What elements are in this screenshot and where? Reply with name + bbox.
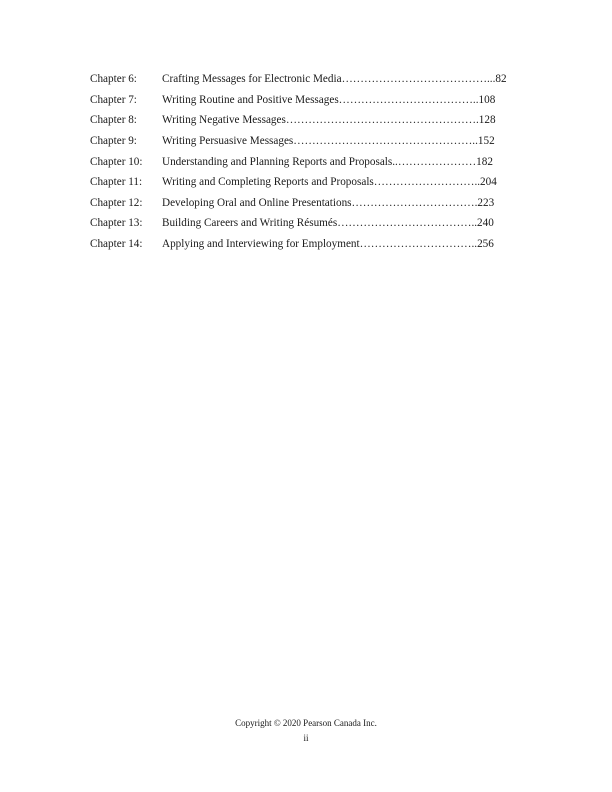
chapter-title-and-page: Writing Routine and Positive Messages………………………………..108: [162, 93, 496, 106]
toc-entry-chapter-10: [90, 151, 530, 172]
chapter-label: Chapter 10:: [90, 155, 143, 168]
toc-entry-chapter-6: [90, 69, 530, 90]
chapter-title-and-page: Understanding and Planning Reports and Proposals..…………………182: [162, 155, 493, 168]
chapter-label: Chapter 7:: [90, 93, 137, 106]
chapter-title-and-page: Writing and Completing Reports and Proposals………………………..204: [162, 176, 497, 189]
chapter-title-and-page: Building Careers and Writing Résumés………………………………..240: [162, 217, 494, 230]
toc-entry-chapter-11: [90, 172, 530, 193]
chapter-title-and-page: Writing Persuasive Messages…………………………………………..152: [162, 135, 495, 148]
toc-entry-chapter-8: [90, 110, 530, 131]
chapter-label: Chapter 9:: [90, 135, 137, 148]
chapter-title-and-page: Applying and Interviewing for Employment…………………………..256: [162, 238, 494, 251]
toc-entry-chapter-9: [90, 131, 530, 152]
chapter-label: Chapter 14:: [90, 238, 143, 251]
table-of-contents: [90, 69, 530, 254]
chapter-title-and-page: Writing Negative Messages…………………………………………….128: [162, 114, 496, 127]
chapter-title-and-page: Crafting Messages for Electronic Media…………………………………...82: [162, 73, 507, 86]
chapter-label: Chapter 8:: [90, 114, 137, 127]
chapter-label: Chapter 11:: [90, 176, 143, 189]
toc-entry-chapter-7: [90, 90, 530, 111]
chapter-label: Chapter 12:: [90, 196, 143, 209]
chapter-label: Chapter 6:: [90, 73, 137, 86]
chapter-label: Chapter 13:: [90, 217, 143, 230]
chapter-title-and-page: Developing Oral and Online Presentations…………………………….223: [162, 196, 495, 209]
copyright-notice: Copyright © 2020 Pearson Canada Inc.: [235, 718, 377, 728]
page-number: ii: [303, 733, 309, 743]
toc-entry-chapter-13: [90, 213, 530, 234]
toc-entry-chapter-12: [90, 193, 530, 214]
toc-entry-chapter-14: [90, 234, 530, 255]
